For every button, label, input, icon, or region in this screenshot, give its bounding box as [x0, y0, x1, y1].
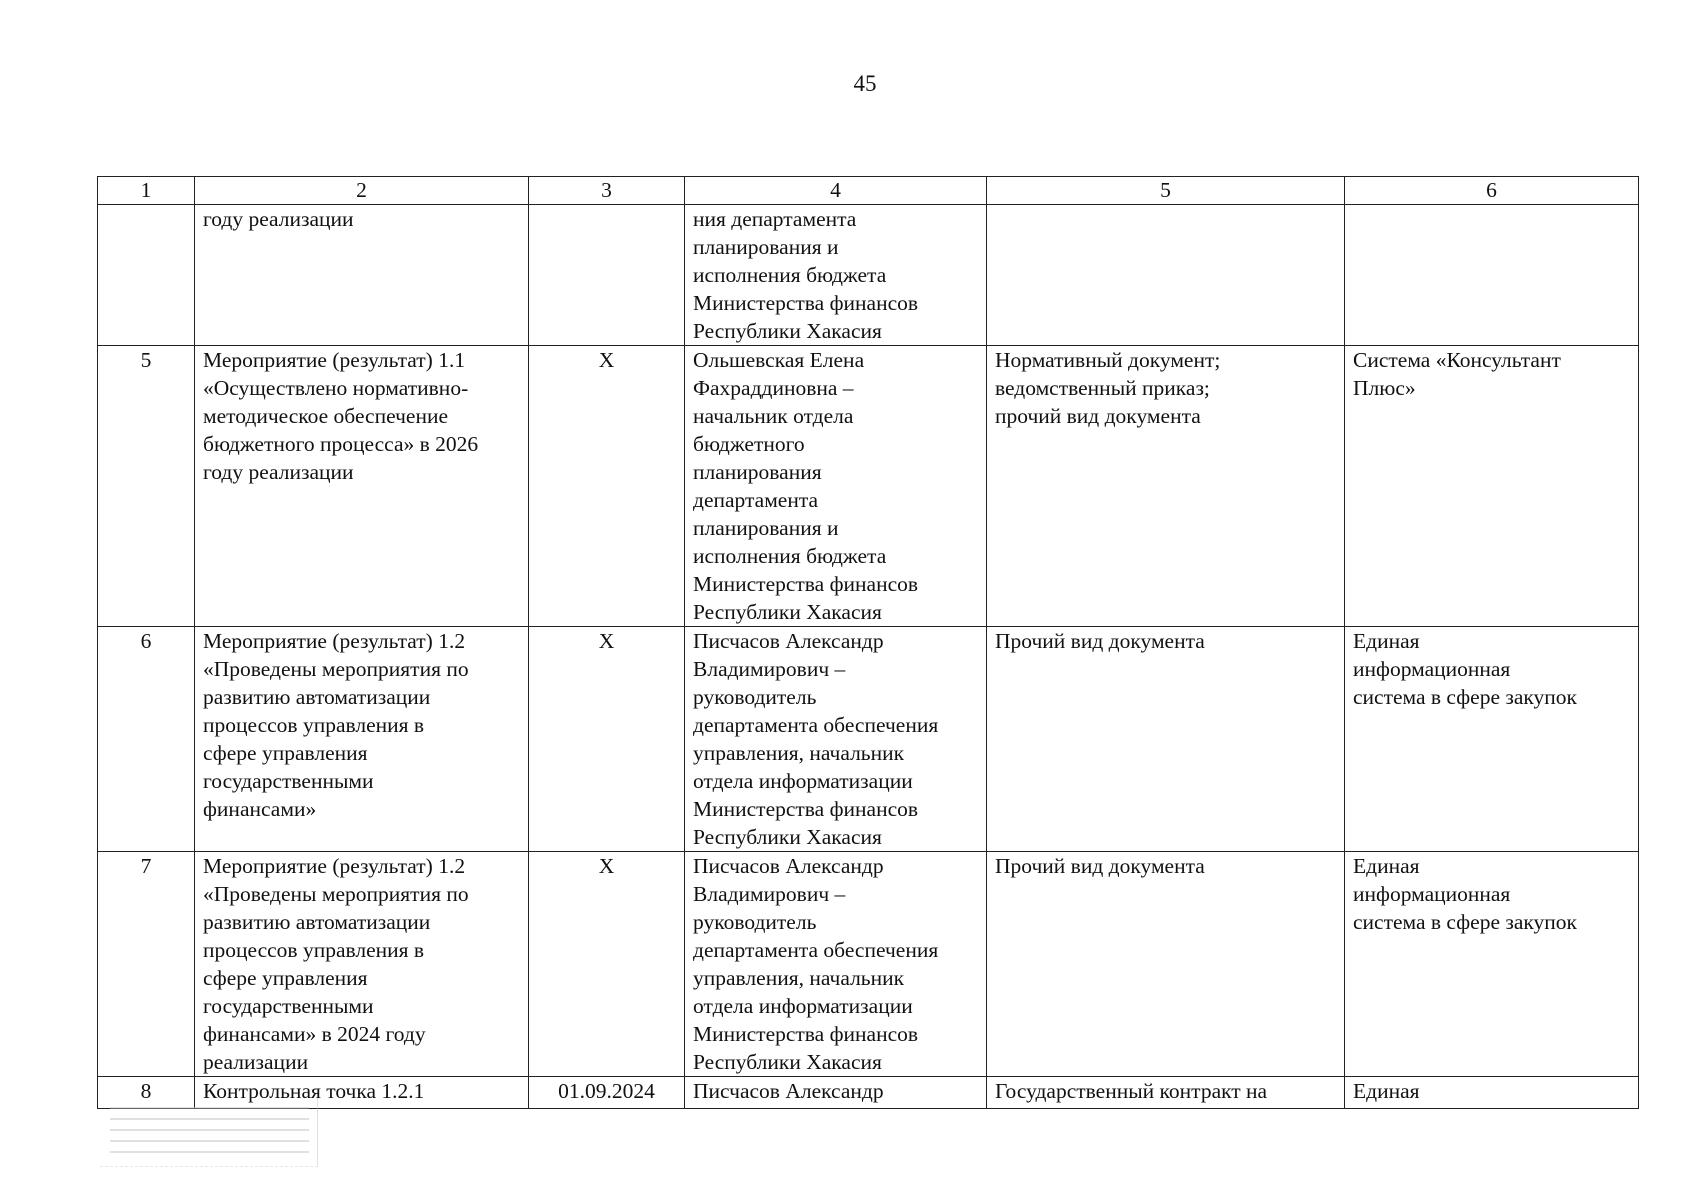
- document-type-cell: [987, 852, 1345, 1077]
- text-line: Мероприятие (результат) 1.1: [203, 348, 466, 372]
- document-type-cell: [987, 346, 1345, 627]
- document-type-cell: [987, 1077, 1345, 1109]
- text-line: планирования и: [693, 516, 839, 540]
- text-line: Министерства финансов: [693, 1022, 919, 1046]
- text-line: Министерства финансов: [693, 572, 919, 596]
- text-line: отдела информатизации: [693, 994, 913, 1018]
- text-line: Прочий вид документа: [995, 629, 1205, 653]
- text-line: «Проведены мероприятия по: [203, 882, 469, 906]
- info-system-cell: [1345, 1077, 1639, 1109]
- row-number: [98, 205, 195, 346]
- row-number: 8: [98, 1077, 195, 1109]
- row-number: 5: [98, 346, 195, 627]
- text-line: Ольшевская Елена: [693, 348, 865, 372]
- text-line: процессов управления в: [203, 713, 425, 737]
- text-line: прочий вид документа: [995, 404, 1201, 428]
- scan-stamp-mark: [100, 1098, 318, 1167]
- text-line: департамента обеспечения: [693, 713, 939, 737]
- event-cell: [195, 346, 529, 627]
- info-system-cell: [1345, 852, 1639, 1077]
- text-line: развитию автоматизации: [203, 685, 431, 709]
- text-line: управления, начальник: [693, 741, 905, 765]
- text-line: Владимирович –: [693, 657, 846, 681]
- text-line: «Проведены мероприятия по: [203, 657, 469, 681]
- text-line: Министерства финансов: [693, 291, 919, 315]
- info-system-cell: [1345, 346, 1639, 627]
- text-line: Писчасов Александр: [693, 854, 884, 878]
- table-row: [98, 852, 1639, 1077]
- table-row: [98, 627, 1639, 852]
- text-line: планирования: [693, 460, 822, 484]
- text-line: начальник отдела: [693, 404, 854, 428]
- text-line: Республики Хакасия: [693, 600, 882, 624]
- text-line: Мероприятие (результат) 1.2: [203, 854, 466, 878]
- text-line: государственными: [203, 769, 374, 793]
- text-line: финансами» в 2024 году: [203, 1022, 426, 1046]
- deadline-cell: X: [529, 346, 685, 627]
- text-line: реализации: [203, 1050, 309, 1074]
- text-line: Единая: [1353, 1079, 1420, 1103]
- event-cell: [195, 205, 529, 346]
- text-line: бюджетного: [693, 432, 805, 456]
- text-line: руководитель: [693, 910, 817, 934]
- text-line: государственными: [203, 994, 374, 1018]
- text-line: руководитель: [693, 685, 817, 709]
- text-line: Нормативный документ;: [995, 348, 1221, 372]
- text-line: управления, начальник: [693, 966, 905, 990]
- text-line: информационная: [1353, 882, 1511, 906]
- text-line: ведомственный приказ;: [995, 376, 1210, 400]
- text-line: бюджетного процесса» в 2026: [203, 432, 479, 456]
- text-line: Единая: [1353, 854, 1420, 878]
- text-line: году реализации: [203, 207, 354, 231]
- text-line: исполнения бюджета: [693, 263, 887, 287]
- event-cell: [195, 852, 529, 1077]
- text-line: Контрольная точка 1.2.1: [203, 1079, 425, 1103]
- text-line: планирования и: [693, 235, 839, 259]
- text-line: Фахраддиновна –: [693, 376, 854, 400]
- text-line: Республики Хакасия: [693, 825, 882, 849]
- text-line: департамента обеспечения: [693, 938, 939, 962]
- event-cell: [195, 627, 529, 852]
- text-line: система в сфере закупок: [1353, 685, 1578, 709]
- responsible-cell: [685, 205, 987, 346]
- column-header: 3: [529, 177, 685, 205]
- text-line: Государственный контракт на: [995, 1079, 1268, 1103]
- text-line: финансами»: [203, 797, 317, 821]
- page-number: 45: [853, 71, 877, 96]
- text-line: Плюс»: [1353, 376, 1416, 400]
- deadline-cell: 01.09.2024: [529, 1077, 685, 1109]
- text-line: система в сфере закупок: [1353, 910, 1578, 934]
- text-line: Министерства финансов: [693, 797, 919, 821]
- text-line: Владимирович –: [693, 882, 846, 906]
- text-line: Мероприятие (результат) 1.2: [203, 629, 466, 653]
- text-line: «Осуществлено нормативно-: [203, 376, 469, 400]
- column-number-row: [98, 177, 1639, 205]
- column-header: 4: [685, 177, 987, 205]
- text-line: Прочий вид документа: [995, 854, 1205, 878]
- document-type-cell: [987, 627, 1345, 852]
- text-line: отдела информатизации: [693, 769, 913, 793]
- info-system-cell: [1345, 627, 1639, 852]
- text-line: году реализации: [203, 460, 354, 484]
- row-number: 7: [98, 852, 195, 1077]
- text-line: Республики Хакасия: [693, 319, 882, 343]
- text-line: Писчасов Александр: [693, 629, 884, 653]
- table-row: [98, 205, 1639, 346]
- info-system-cell: [1345, 205, 1639, 346]
- responsible-cell: [685, 627, 987, 852]
- text-line: информационная: [1353, 657, 1511, 681]
- responsible-cell: [685, 346, 987, 627]
- text-line: сфере управления: [203, 741, 368, 765]
- text-line: развитию автоматизации: [203, 910, 431, 934]
- column-header: 2: [195, 177, 529, 205]
- table-row: [98, 1077, 1639, 1109]
- column-header: 1: [98, 177, 195, 205]
- table-row: [98, 346, 1639, 627]
- text-line: департамента: [693, 488, 819, 512]
- plan-table: [97, 176, 1639, 1109]
- column-header: 5: [987, 177, 1345, 205]
- text-line: исполнения бюджета: [693, 544, 887, 568]
- row-number: 6: [98, 627, 195, 852]
- text-line: сфере управления: [203, 966, 368, 990]
- text-line: методическое обеспечение: [203, 404, 449, 428]
- responsible-cell: [685, 852, 987, 1077]
- text-line: ния департамента: [693, 207, 857, 231]
- text-line: процессов управления в: [203, 938, 425, 962]
- column-header: 6: [1345, 177, 1639, 205]
- text-line: Писчасов Александр: [693, 1079, 884, 1103]
- text-line: Система «Консультант: [1353, 348, 1561, 372]
- deadline-cell: [529, 205, 685, 346]
- document-type-cell: [987, 205, 1345, 346]
- text-line: Республики Хакасия: [693, 1050, 882, 1074]
- deadline-cell: X: [529, 852, 685, 1077]
- text-line: Единая: [1353, 629, 1420, 653]
- responsible-cell: [685, 1077, 987, 1109]
- deadline-cell: X: [529, 627, 685, 852]
